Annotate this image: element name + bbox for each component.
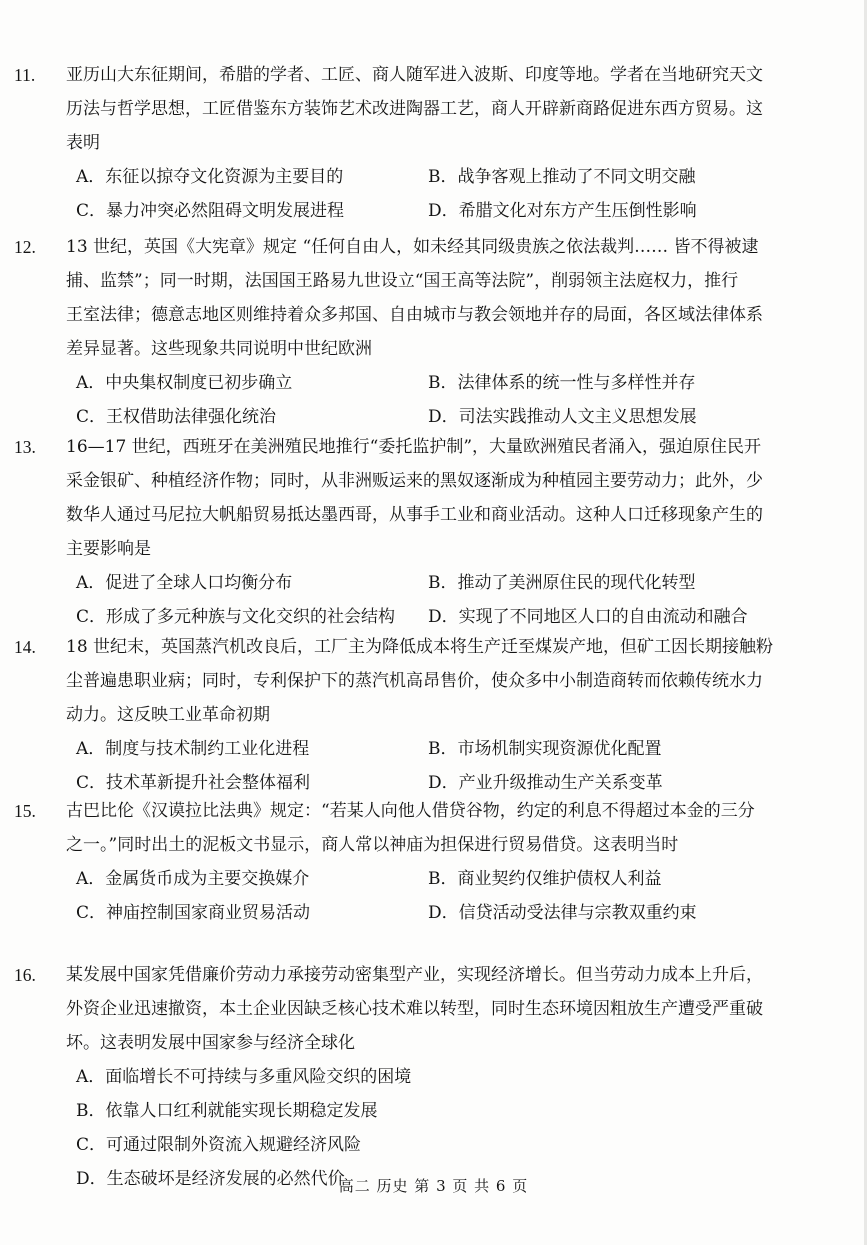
question-text: 16—17 世纪，西班牙在美洲殖民地推行“委托监护制”，大量欧洲殖民者涌入，强迫原住民开	[66, 437, 762, 457]
question-15	[14, 794, 826, 930]
option-b: B．依靠人口红利就能实现长期稳定发展	[76, 1101, 378, 1121]
option-b: B．推动了美洲原住民的现代化转型	[428, 573, 696, 593]
option-d: D．产业升级推动生产关系变革	[428, 773, 663, 793]
option-b: B．法律体系的统一性与多样性并存	[428, 373, 696, 393]
question-text: 动力。这反映工业革命初期	[66, 705, 270, 725]
question-12	[14, 230, 826, 434]
option-c: C．技术革新提升社会整体福利	[76, 773, 311, 793]
option-a: A．制度与技术制约工业化进程	[76, 739, 310, 759]
question-text: 18 世纪末，英国蒸汽机改良后，工厂主为降低成本将生产迁至煤炭产地，但矿工因长期接触粉	[66, 637, 774, 657]
option-b: B．市场机制实现资源优化配置	[428, 739, 662, 759]
option-c: C．可通过限制外资流入规避经济风险	[76, 1135, 362, 1155]
option-d: D．信贷活动受法律与宗教双重约束	[428, 903, 697, 923]
question-number: 16.	[14, 965, 36, 985]
question-number: 14.	[14, 637, 36, 657]
question-text: 之一。”同时出土的泥板文书显示，商人常以神庙为担保进行贸易借贷。这表明当时	[66, 835, 679, 855]
option-b: B．商业契约仅维护债权人利益	[428, 869, 662, 889]
question-text: 数华人通过马尼拉大帆船贸易抵达墨西哥，从事手工业和商业活动。这种人口迁移现象产生的	[66, 505, 763, 525]
question-text: 13 世纪，英国《大宪章》规定 “任何自由人，如未经其同级贵族之依法裁判…… 皆不得被逮	[66, 237, 759, 257]
question-text: 捕、监禁”；同一时期，法国国王路易九世设立“国王高等法院”，削弱领主法庭权力，推行	[66, 271, 739, 291]
question-text: 古巴比伦《汉谟拉比法典》规定：“若某人向他人借贷谷物，约定的利息不得超过本金的三分	[66, 801, 755, 821]
question-text: 尘普遍患职业病；同时，专利保护下的蒸汽机高昂售价，使众多中小制造商转而依赖传统水力	[66, 671, 763, 691]
option-d: D．希腊文化对东方产生压倒性影响	[428, 201, 697, 221]
question-14	[14, 630, 826, 800]
question-text: 差异显著。这些现象共同说明中世纪欧洲	[66, 339, 372, 359]
option-c: C．王权借助法律强化统治	[76, 407, 277, 427]
question-number: 11.	[14, 65, 36, 85]
question-text: 某发展中国家凭借廉价劳动力承接劳动密集型产业，实现经济增长。但当劳动力成本上升后，	[66, 965, 763, 985]
question-number: 13.	[14, 437, 36, 457]
question-number: 12.	[14, 237, 36, 257]
question-text: 坏。这表明发展中国家参与经济全球化	[66, 1033, 355, 1053]
option-d: D．生态破坏是经济发展的必然代价	[76, 1169, 345, 1189]
option-a: A．金属货币成为主要交换媒介	[76, 869, 310, 889]
question-16	[14, 958, 826, 1196]
option-b: B．战争客观上推动了不同文明交融	[428, 167, 696, 187]
option-c: C．神庙控制国家商业贸易活动	[76, 903, 311, 923]
question-text: 外资企业迅速撤资，本土企业因缺乏核心技术难以转型，同时生态环境因粗放生产遭受严重破	[66, 999, 763, 1019]
question-number: 15.	[14, 801, 36, 821]
page-footer: 高二 历史 第 3 页 共 6 页	[338, 1177, 529, 1195]
option-d: D．实现了不同地区人口的自由流动和融合	[428, 607, 748, 627]
option-a: A．促进了全球人口均衡分布	[76, 573, 293, 593]
option-a: A．中央集权制度已初步确立	[76, 373, 293, 393]
question-text: 亚历山大东征期间，希腊的学者、工匠、商人随军进入波斯、印度等地。学者在当地研究天文	[66, 65, 763, 85]
question-11	[14, 58, 826, 228]
option-a: A．东征以掠夺文化资源为主要目的	[76, 167, 344, 187]
question-text: 历法与哲学思想，工匠借鉴东方装饰艺术改进陶器工艺，商人开辟新商路促进东西方贸易。这	[66, 99, 763, 119]
question-text: 采金银矿、种植经济作物；同时，从非洲贩运来的黑奴逐渐成为种植园主要劳动力；此外，少	[66, 471, 763, 491]
question-13	[14, 430, 826, 634]
option-a: A．面临增长不可持续与多重风险交织的困境	[76, 1067, 412, 1087]
question-text: 表明	[66, 133, 100, 153]
question-text: 王室法律；德意志地区则维持着众多邦国、自由城市与教会领地并存的局面，各区域法律体系	[66, 305, 763, 325]
option-d: D．司法实践推动人文主义思想发展	[428, 407, 697, 427]
option-c: C．形成了多元种族与文化交织的社会结构	[76, 607, 396, 627]
option-c: C．暴力冲突必然阻碍文明发展进程	[76, 201, 345, 221]
question-text: 主要影响是	[66, 539, 151, 559]
